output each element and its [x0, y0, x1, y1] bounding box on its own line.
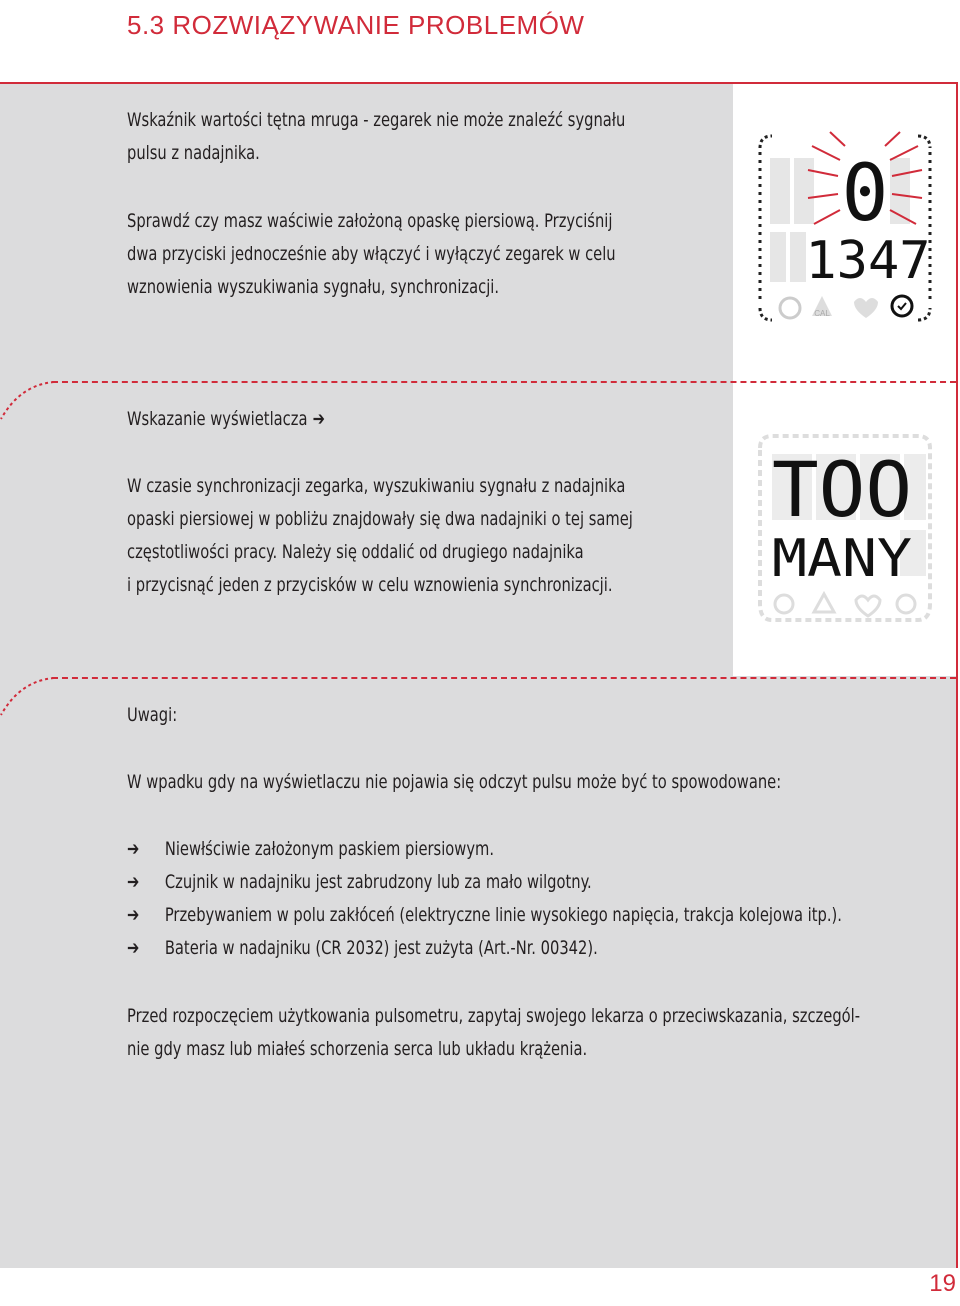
arrow-right-icon: ➔: [312, 408, 325, 430]
alarm-clock-icon: [897, 595, 915, 613]
text-line: Sprawdź czy masz waściwie założoną opaskę piersiową. Przyciśnij: [127, 210, 613, 232]
solution-text: [127, 205, 616, 304]
cal-icon: [812, 296, 832, 318]
text-line: wznowienia wyszukiwania sygnału, synchronizacji.: [127, 276, 500, 298]
text-line: Wskaźnik wartości tętna mruga - zegarek nie może znaleźć sygnału: [127, 109, 626, 131]
stopwatch-icon: [780, 298, 800, 318]
text-line: opaski piersiowej w pobliżu znajdowały się dwa nadajniki o tej samej: [127, 508, 633, 530]
list-item: ➔ Czujnik w nadajniku jest zabrudzony lub za mało wilgotny.: [127, 866, 842, 899]
arrow-right-icon: ➔: [127, 838, 140, 860]
text-line: dwa przyciski jednocześnie aby włączyć i wyłączyć zegarek w celu: [127, 243, 616, 265]
text-line: pulsu z nadajnika.: [127, 142, 260, 164]
text-line: W czasie synchronizacji zegarka, wyszukiwaniu sygnału z nadajnika: [127, 475, 626, 497]
notes-label: Uwagi:: [127, 704, 178, 726]
display-bottom-digits: 1347: [805, 231, 931, 291]
display-line-many: MANY: [772, 529, 912, 589]
display-label-text: Wskazanie wyświetlacza: [127, 408, 308, 430]
notes-intro: W wpadku gdy na wyświetlaczu nie pojawia się odczyt pulsu może być to spowodowane:: [127, 771, 782, 793]
problem-text: [127, 104, 625, 170]
svg-text:CAL: CAL: [814, 309, 830, 318]
heart-icon: [856, 596, 880, 616]
dashed-divider-curve-2: [0, 677, 54, 717]
text-line: Przed rozpoczęciem użytkowania pulsometru, zapytaj swojego lekarza o przeciwskazania, szczegól-: [127, 1005, 861, 1027]
stopwatch-icon: [775, 595, 793, 613]
display-top-digit: 0: [841, 149, 889, 239]
arrow-right-icon: ➔: [127, 871, 140, 893]
list-item: ➔ Bateria w nadajniku (CR 2032) jest zużyta (Art.-Nr. 00342).: [127, 932, 842, 965]
section-heading: 5.3 ROZWIĄZYWANIE PROBLEMÓW: [127, 10, 585, 40]
arrow-right-icon: ➔: [127, 904, 140, 926]
dashed-divider-1: [52, 381, 956, 383]
too-many-text: [127, 470, 633, 602]
text-line: nie gdy masz lub miałeś schorzenia serca lub układu krążenia.: [127, 1038, 588, 1060]
dashed-divider-curve-1: [0, 381, 54, 421]
display-label: [127, 403, 325, 436]
display-line-too: TOO: [772, 445, 912, 534]
dashed-divider-2: [52, 677, 956, 679]
text-line: częstotliwości pracy. Należy się oddalić od drugiego nadajnika: [127, 541, 584, 563]
arrow-right-icon: ➔: [127, 937, 140, 959]
causes-list: [127, 833, 842, 965]
heart-icon: [854, 298, 878, 318]
watch-display-searching: [750, 128, 940, 328]
list-item: ➔ Przebywaniem w polu zakłóceń (elektryczne linie wysokiego napięcia, trakcja kolejowa itp.).: [127, 899, 842, 932]
warning-text: [127, 1000, 860, 1066]
list-item: ➔ Niewłściwie założonym paskiem piersiowym.: [127, 833, 842, 866]
cal-icon: [814, 594, 834, 612]
page-number: 19: [929, 1270, 956, 1297]
watch-display-too-many: [750, 428, 940, 628]
text-line: i przycisnąć jeden z przycisków w celu wznowienia synchronizacji.: [127, 574, 613, 596]
alarm-clock-icon: [892, 296, 912, 316]
